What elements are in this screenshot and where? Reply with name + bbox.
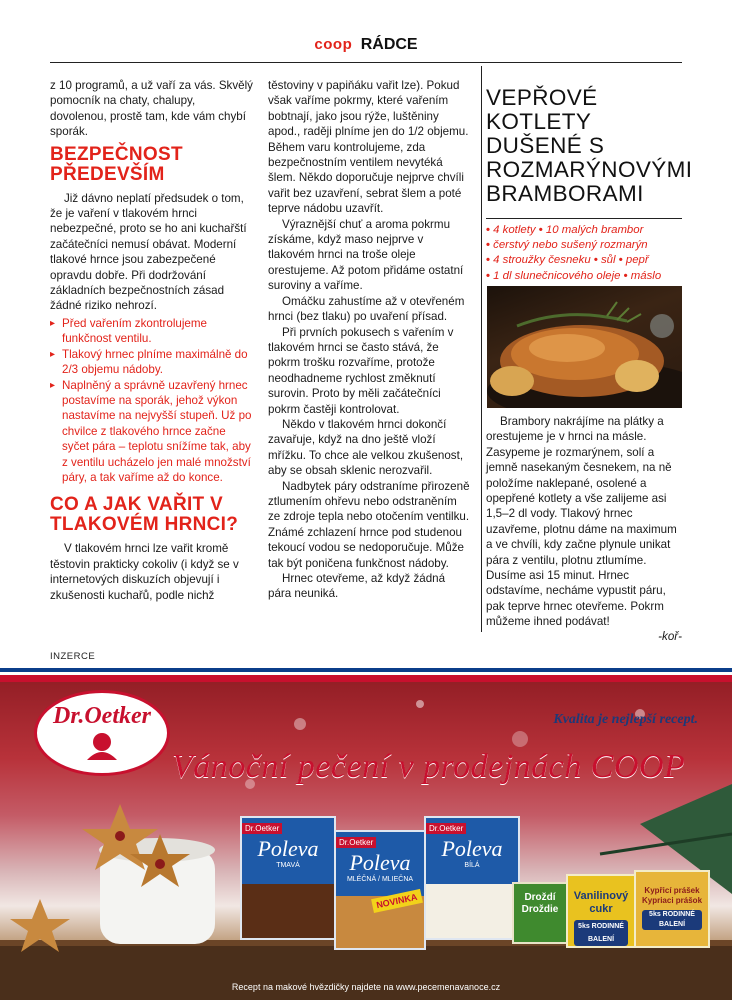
pack-kyprici-prasek: [634, 870, 710, 948]
product-poleva-dark: [240, 816, 336, 940]
product-variant: MLÉČNÁ / MLIEČNA: [346, 876, 414, 883]
list-item: ▸ Tlakový hrnec plníme maximálně do 2/3 objemu nádoby.: [50, 347, 253, 378]
safety-list: [50, 316, 253, 485]
heading-safety: BEZPEČNOST PŘEDEVŠÍM: [50, 143, 183, 185]
product-name: Poleva: [349, 850, 411, 875]
safety-paragraph: Již dávno neplatí předsudek o tom, že je vaření v tlakovém hrnci nebezpečné, proto se ho ani kuchařští začátečníci nemusí obávat. Moderní tlakové hrnce jsou zabezpečené opravdu dobře. Při dodržování základních bezpečnostních zásad žádné riziko nehrozí.: [50, 191, 247, 313]
ad-slogan: Kvalita je nejlepší recept.: [553, 712, 698, 727]
column-divider: [481, 66, 482, 632]
article-column-1: [50, 78, 253, 603]
dr-oetker-logo: [34, 690, 170, 776]
family-pack-badge: 5ks RODINNÉ BALENÍ: [642, 910, 702, 930]
recipe-method-box: [486, 414, 682, 630]
pack-name: Kypřicí prášek Kypriaci prášok: [641, 886, 703, 905]
intro-paragraph: z 10 programů, a už vaří za vás. Skvělý pomocník na chaty, chalupy, dovolenou, prostě tam, kde vám chybí sporák.: [50, 79, 253, 139]
author-signature: -koř-: [658, 630, 682, 643]
header-rule: [50, 62, 682, 63]
ingredients-list: • 4 kotlety • 10 malých brambor • čerstvý nebo sušený rozmarýn • 4 stroužky česneku • sůl • pepř • 1 dl slunečnicového oleje • máslo: [486, 218, 682, 284]
product-brand: Dr.Oetker: [336, 837, 376, 848]
ingredient: 1 dl slunečnicového oleje: [493, 269, 621, 282]
recipe-title: VEPŘOVÉ KOTLETY DUŠENÉ S ROZMARÝNOVÝMI BRAMBORAMI: [486, 85, 693, 206]
paragraph: Výraznější chuť a aroma pokrmu získáme, když maso nejprve v tlakovém hrnci na troše oleje orestujeme. Až potom přidáme ostatní suroviny a vaříme.: [268, 217, 464, 293]
paragraph: Někdo v tlakovém hrnci dokončí zavařuje, když na dno ještě vloží mřížku. To chce ale velkou zkušenost, aby se obsah sklenic nerozvařil.: [268, 417, 464, 478]
recipe-method: Brambory nakrájíme na plátky a orestujeme je v hrnci na másle. Zasypeme je rozmarýnem, solí a jemně nasekaným česnekem, na ně položíme naklepané, osolené a opepřené kotlety a vše zalijeme asi 1,5–2 dl vody. Tlakový hrnec uzavřeme, plotnu dáme na maximum a ve chvíli, kdy začne plynule unikat pára z ventilu, plotnu ztlumíme. Dusíme asi 15 minut. Hrnec odstavíme, necháme vypustit páru, pak teprve hrnec otevřeme. Pokrm můžeme ihned podávat!: [486, 415, 677, 629]
paragraph: Omáčku zahustíme až v otevřeném hrnci (bez tlaku) po uvaření přísad.: [268, 294, 465, 324]
logo-text: Dr.Oetker: [53, 703, 151, 729]
recipe-box: [486, 80, 693, 284]
ad-label: INZERCE: [50, 651, 96, 662]
recipe-photo: [487, 286, 682, 408]
product-name: Poleva: [441, 836, 503, 861]
heading-what-to-cook: CO A JAK VAŘIT V TLAKOVÉM HRNCI?: [50, 494, 239, 536]
family-pack-badge: 5ks RODINNÉ BALENÍ: [574, 920, 628, 946]
product-variant: TMAVÁ: [276, 862, 300, 869]
product-brand: Dr.Oetker: [426, 823, 466, 834]
ingredient: 4 kotlety: [493, 224, 536, 236]
article-column-2: [268, 78, 471, 602]
list-item: ▸ Naplněný a správně uzavřený hrnec postavíme na sporák, jehož výkon nastavíme na nejvyšší stupeň. Už po chvilce z tlakového hrnce začne syčet pára – teplotu snížíme tak, aby z ventilu ucházelo jen malé množství páry, a tak vaříme až do konce.: [50, 378, 253, 486]
section-title: RÁDCE: [360, 36, 418, 53]
pack-vanilinovy-cukr: [566, 874, 636, 948]
pack-name: Vanilinový cukr: [573, 890, 629, 915]
paragraph: těstoviny v papiňáku vařit lze). Pokud však vaříme pokrmy, které vařením bobtnají, jako jsou rýže, luštěniny apod., raději plníme jen do 1/2 objemu. Během varu kontrolujeme, zda bezpečnostním ventilem nevytéká šlem. Někdo doporučuje nejprve chvíli vařit bez uzavření, sebrat šlem a poté teprve nádobu uzavřít.: [268, 79, 469, 216]
product-brand: Dr.Oetker: [242, 823, 282, 834]
ad-footer-text: Recept na makové hvězdičky najdete na www.pecemenavanoce.cz: [231, 982, 501, 992]
paragraph: Při prvních pokusech s vařením v tlakovém hrnci se často stává, že pokrm trošku rozvaříme, protože neodhadneme rychlost změknutí surovin. Proto by měli začátečníci pokrm častěji kontrolovat.: [268, 325, 454, 416]
page-header: [0, 36, 732, 60]
product-poleva-white: [424, 816, 520, 940]
paragraph: Nadbytek páry odstraníme přirozeně ztlumením ohřevu nebo odstraněním ze zdroje tepla nebo otočením ventilku. Známé zchlazení hrnce pod studenou tekoucí vodou se nedoporučuje. Může tak být poničena funkčnost nádoby.: [268, 479, 470, 570]
cook-paragraph: V tlakovém hrnci lze vařit kromě těstovin prakticky cokoliv (i když se v internetových diskuzích objevují i zkušenosti kuchařů, podle nichž: [50, 542, 239, 602]
ingredient: čerstvý nebo sušený rozmarýn: [493, 239, 648, 252]
ingredient: 4 stroužky česneku: [493, 254, 591, 267]
paragraph: Hrnec otevřeme, až když žádná pára neuniká.: [268, 572, 446, 601]
ingredient: sůl: [600, 254, 616, 267]
ingredient: 10 malých brambor: [545, 224, 644, 236]
coop-logo: coop: [314, 36, 353, 53]
pack-name: Droždí Droždie: [521, 892, 559, 915]
ingredient: máslo: [630, 269, 662, 282]
oetker-head-icon: [82, 730, 122, 760]
list-item: ▸ Před vařením zkontrolujeme funkčnost ventilu.: [50, 316, 253, 347]
product-variant: BÍLÁ: [464, 862, 480, 869]
ingredient: pepř: [625, 254, 649, 267]
pack-drozdi: [512, 882, 568, 944]
advertisement: [0, 664, 732, 1000]
ad-headline: Vánoční pečení v prodejnách COOP: [172, 748, 686, 785]
product-name: Poleva: [257, 836, 319, 861]
novinka-badge: NOVINKA: [371, 889, 422, 913]
product-poleva-milk: [334, 830, 426, 950]
